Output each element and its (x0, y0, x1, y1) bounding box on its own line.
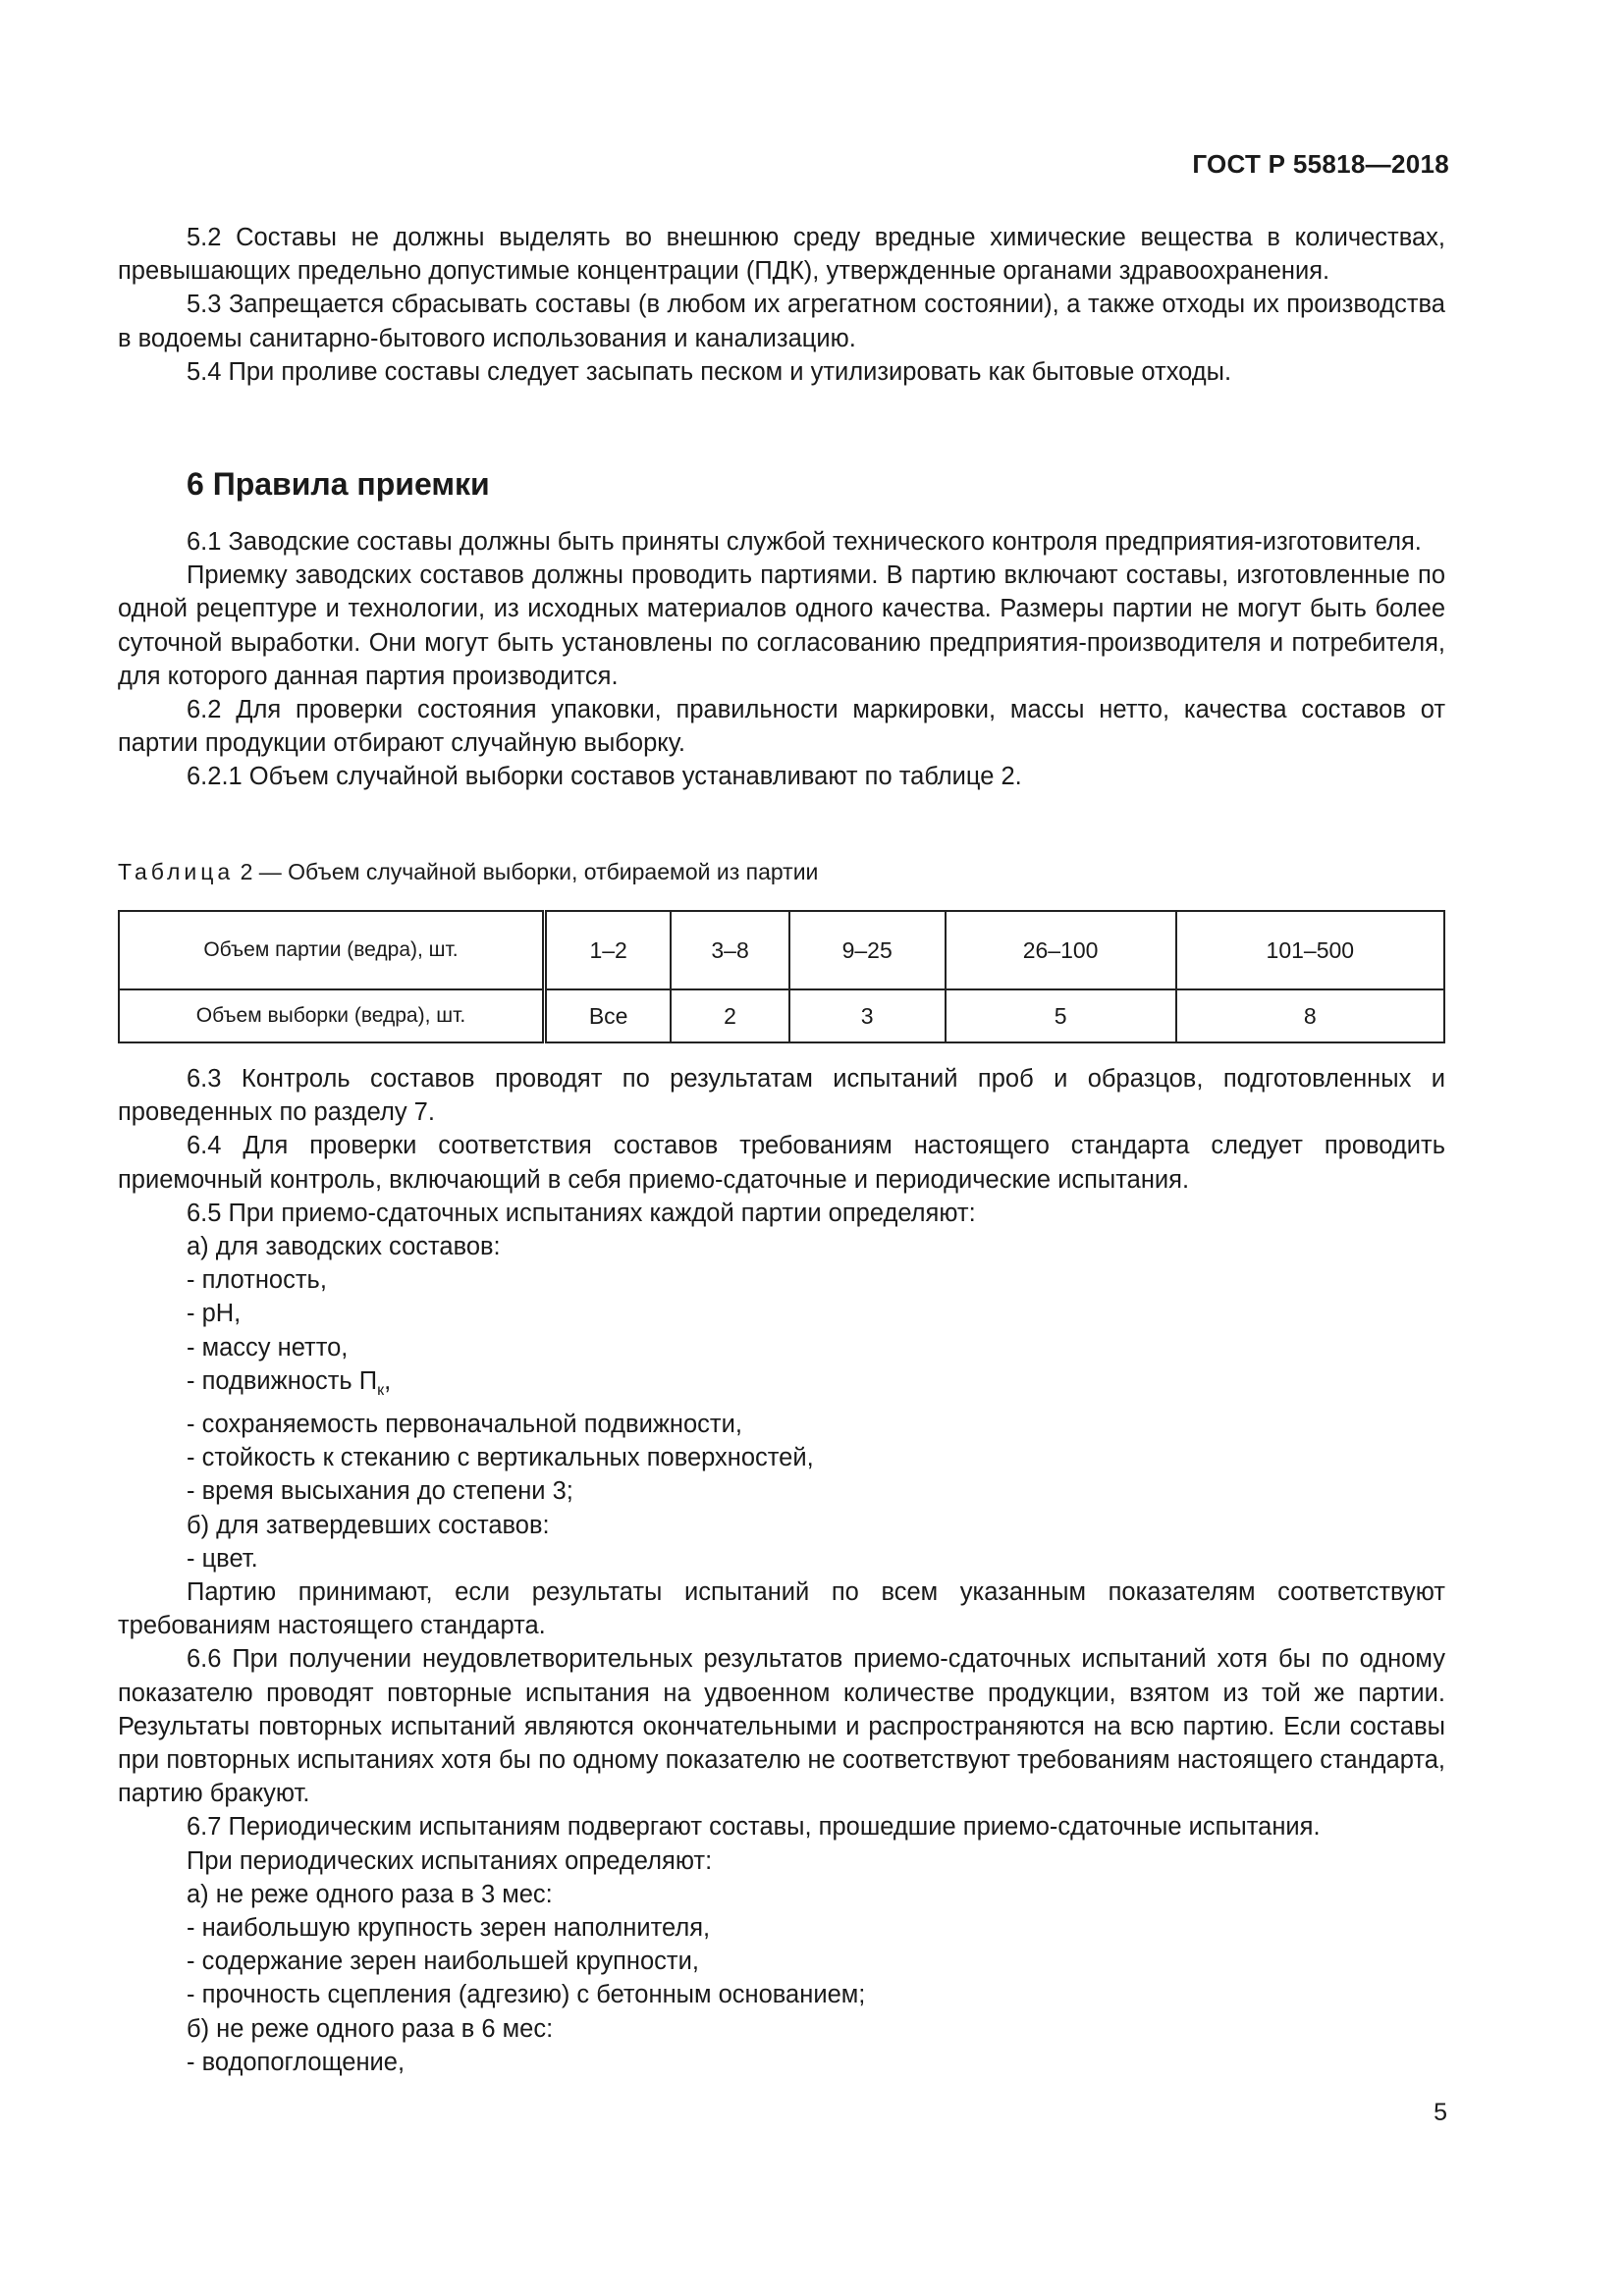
paragraph-5-2: 5.2 Составы не должны выделять во внешнюю среду вредные химические вещества в количествах, превышающих предельно допустимые концентрации (ПДК), утвержденные органами здравоохранения. (118, 224, 1445, 286)
section-6-heading: 6 Правила приемки (187, 466, 490, 502)
table-cell: 101–500 (1176, 911, 1444, 989)
document-code-header: ГОСТ Р 55818—2018 (1192, 149, 1449, 179)
sample-size-table (118, 910, 1445, 1043)
paragraph-5-4: 5.4 При проливе составы следует засыпать песком и утилизировать как бытовые отходы. (187, 357, 1232, 386)
mobility-subscript: к (377, 1381, 385, 1399)
table-cell: 26–100 (946, 911, 1176, 989)
list-item: - наибольшую крупность зерен наполнителя, (118, 1911, 1445, 1945)
list-item: - стойкость к стеканию с вертикальных поверхностей, (118, 1441, 1445, 1474)
table-cell: 8 (1176, 989, 1444, 1042)
table-cell: Все (545, 989, 672, 1042)
paragraph-acceptance: Партию принимают, если результаты испытаний по всем указанным показателям соответствуют требованиям настоящего стандарта. (118, 1578, 1445, 1640)
table-row (119, 989, 1444, 1042)
table-cell: 9–25 (789, 911, 946, 989)
table-2-caption (118, 859, 818, 885)
paragraph-6-4: 6.4 Для проверки соответствия составов требованиям настоящего стандарта следует проводить приемочный контроль, включающий в себя приемо-сдаточные и периодические испытания. (118, 1132, 1445, 1194)
paragraph-6-3: 6.3 Контроль составов проводят по результатам испытаний проб и образцов, подготовленных и проведенных по разделу 7. (118, 1065, 1445, 1127)
row-label-sample-size: Объем выборки (ведра), шт. (119, 989, 545, 1042)
list-item: - рН, (118, 1297, 1445, 1330)
list-item: - плотность, (118, 1263, 1445, 1297)
paragraph-6-6: 6.6 При получении неудовлетворительных результатов приемо-сдаточных испытаний хотя бы по одному показателю проводят повторные испытания на удвоенном количестве продукции, взятом из той же партии. Результаты повторных испытаний являются окончательными и распространяются на всю партию. Если составы при повторных испытаниях хотя бы по одному показателю не соответствуют требованиям настоящего стандарта, партию бракуют. (118, 1645, 1445, 1808)
paragraph-6-2: 6.2 Для проверки состояния упаковки, правильности маркировки, массы нетто, качества составов от партии продукции отбирают случайную выборку. (118, 696, 1445, 758)
list-heading-factory: а) для заводских составов: (187, 1233, 501, 1261)
list-item: - водопоглощение, (118, 2046, 1445, 2079)
list-item-mobility (118, 1364, 1445, 1408)
list-heading-3-months: а) не реже одного раза в 3 мес: (187, 1880, 553, 1908)
list-item: - массу нетто, (118, 1331, 1445, 1364)
list-item: - время высыхания до степени 3; (118, 1474, 1445, 1508)
paragraph-6-1: 6.1 Заводские составы должны быть приняты службой технического контроля предприятия-изготовителя. (187, 528, 1422, 556)
section-6-continued-text (118, 1062, 1445, 2079)
page-number: 5 (1434, 2099, 1447, 2126)
section-6-text (118, 525, 1445, 794)
paragraph-6-7: 6.7 Периодическим испытаниям подвергают составы, прошедшие приемо-сдаточные испытания. (187, 1813, 1321, 1842)
row-label-lot-size: Объем партии (ведра), шт. (119, 911, 545, 989)
mobility-text: подвижность П (201, 1366, 378, 1395)
list-item: - сохраняемость первоначальной подвижности, (118, 1408, 1445, 1441)
list-heading-6-months: б) не реже одного раза в 6 мес: (187, 2014, 554, 2043)
list-item: - цвет. (118, 1542, 1445, 1575)
table-caption-text: 2 — Объем случайной выборки, отбираемой из партии (234, 859, 819, 884)
table-cell: 2 (671, 989, 789, 1042)
list-item: - содержание зерен наибольшей крупности, (118, 1945, 1445, 1978)
table-cell: 3 (789, 989, 946, 1042)
table-cell: 3–8 (671, 911, 789, 989)
table-cell: 5 (946, 989, 1176, 1042)
paragraph-5-3: 5.3 Запрещается сбрасывать составы (в любом их агрегатном состоянии), а также отходы их производства в водоемы санитарно-бытового использования и канализацию. (118, 291, 1445, 352)
paragraph-6-7-periodic: При периодических испытаниях определяют: (187, 1846, 713, 1875)
table-cell: 1–2 (545, 911, 672, 989)
list-item: - прочность сцепления (адгезию) с бетонным основанием; (118, 1978, 1445, 2011)
table-row (119, 911, 1444, 989)
paragraph-6-1-lot: Приемку заводских составов должны проводить партиями. В партию включают составы, изготовленные по одной рецептуре и технологии, из исходных материалов одного качества. Размеры партии не могут быть более суточной выработки. Они могут быть установлены по согласованию предприятия-производителя и потребителя, для которого данная партия производится. (118, 561, 1445, 690)
paragraph-6-2-1: 6.2.1 Объем случайной выборки составов устанавливают по таблице 2. (187, 763, 1022, 791)
mobility-tail: , (384, 1366, 392, 1395)
section-5-text (118, 221, 1445, 389)
list-heading-hardened: б) для затвердевших составов: (187, 1511, 550, 1539)
table-caption-word: Таблица (118, 859, 235, 884)
paragraph-6-5: 6.5 При приемо-сдаточных испытаниях каждой партии определяют: (187, 1199, 976, 1227)
